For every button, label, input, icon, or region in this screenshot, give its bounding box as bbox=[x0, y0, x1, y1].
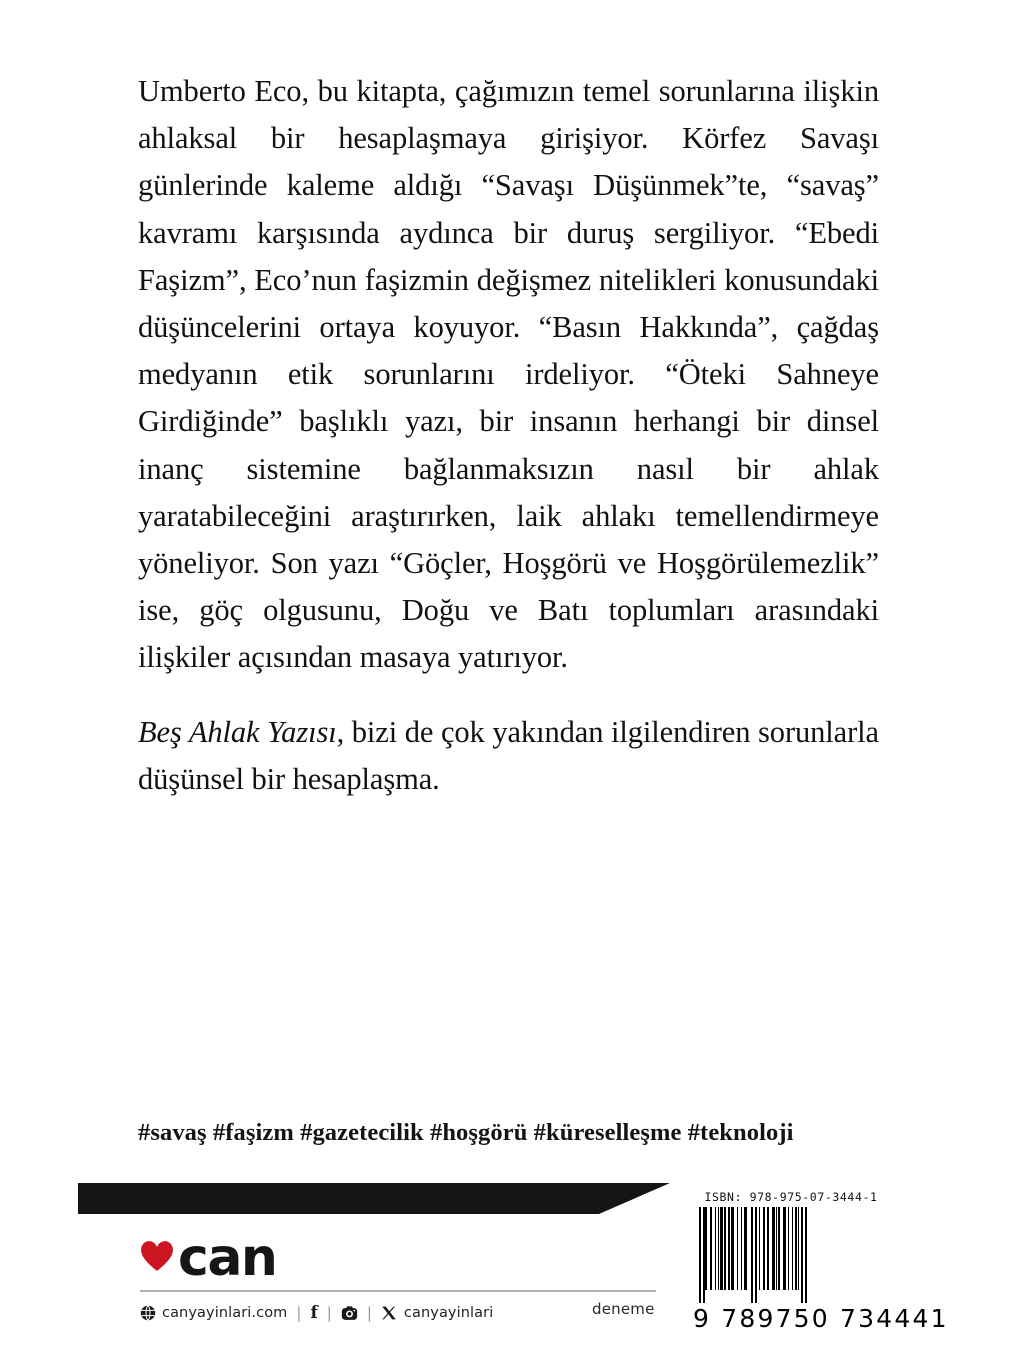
publisher-divider bbox=[140, 1290, 656, 1292]
website-text[interactable]: canyayinlari.com bbox=[162, 1305, 288, 1321]
barcode-bars bbox=[693, 1207, 889, 1303]
blurb-paragraph-2-rest: , bizi de çok yakından ilgilendiren sorunlarla düşünsel bir hesaplaşma. bbox=[138, 714, 879, 796]
publisher-logo bbox=[140, 1228, 660, 1288]
blurb-paragraph-2 bbox=[138, 709, 879, 803]
separator-1: | bbox=[296, 1304, 302, 1322]
separator-2: | bbox=[326, 1304, 332, 1322]
book-title-italic: Beş Ahlak Yazısı bbox=[138, 714, 337, 749]
x-handle-text[interactable]: canyayinlari bbox=[403, 1305, 494, 1321]
publisher-name: can bbox=[178, 1228, 277, 1288]
genre-label: deneme bbox=[592, 1300, 655, 1318]
separator-3: | bbox=[366, 1304, 372, 1322]
publisher-contact-row bbox=[140, 1303, 660, 1323]
hashtag-line: #savaş #faşizm #gazetecilik #hoşgörü #küreselleşme #teknoloji bbox=[138, 1119, 794, 1146]
heart-icon bbox=[140, 1239, 174, 1273]
blurb-paragraph-1: Umberto Eco, bu kitapta, çağımızın temel sorunlarına ilişkin ahlaksal bir hesaplaşmaya girişiyor. Körfez Savaşı günlerinde kaleme aldığı “Savaşı Düşünmek”te, “savaş” kavramı karşısında aydınca bir duruş sergiliyor. “Ebedi Faşizm”, Eco’nun faşizmin değişmez nitelikleri konusundaki düşüncelerini ortaya koyuyor. “Basın Hakkında”, çağdaş medyanın etik sorunlarını irdeliyor. “Öteki Sahneye Girdiğinde” başlıklı yazı, bir insanın herhangi bir dinsel inanç sistemine bağlanmaksızın nasıl bir ahlak yaratabileceğini araştırırken, laik ahlakı temellendirmeye yöneliyor. Son yazı “Göçler, Hoşgörü ve Hoşgörülemezlik” ise, göç olgusunu, Doğu ve Batı toplumları arasındaki ilişkiler açısından masaya yatırıyor. bbox=[138, 74, 879, 675]
back-cover-blurb bbox=[138, 68, 879, 803]
publisher-block bbox=[140, 1228, 660, 1323]
facebook-icon[interactable]: f bbox=[310, 1303, 318, 1323]
globe-icon bbox=[140, 1305, 156, 1321]
barcode-digits: 9 789750 734441 bbox=[693, 1304, 949, 1333]
black-angled-banner bbox=[78, 1183, 670, 1214]
instagram-icon[interactable] bbox=[341, 1305, 358, 1322]
x-twitter-icon[interactable] bbox=[381, 1305, 397, 1321]
isbn-text: ISBN: 978-975-07-3444-1 bbox=[704, 1190, 878, 1204]
barcode-block bbox=[693, 1188, 949, 1348]
